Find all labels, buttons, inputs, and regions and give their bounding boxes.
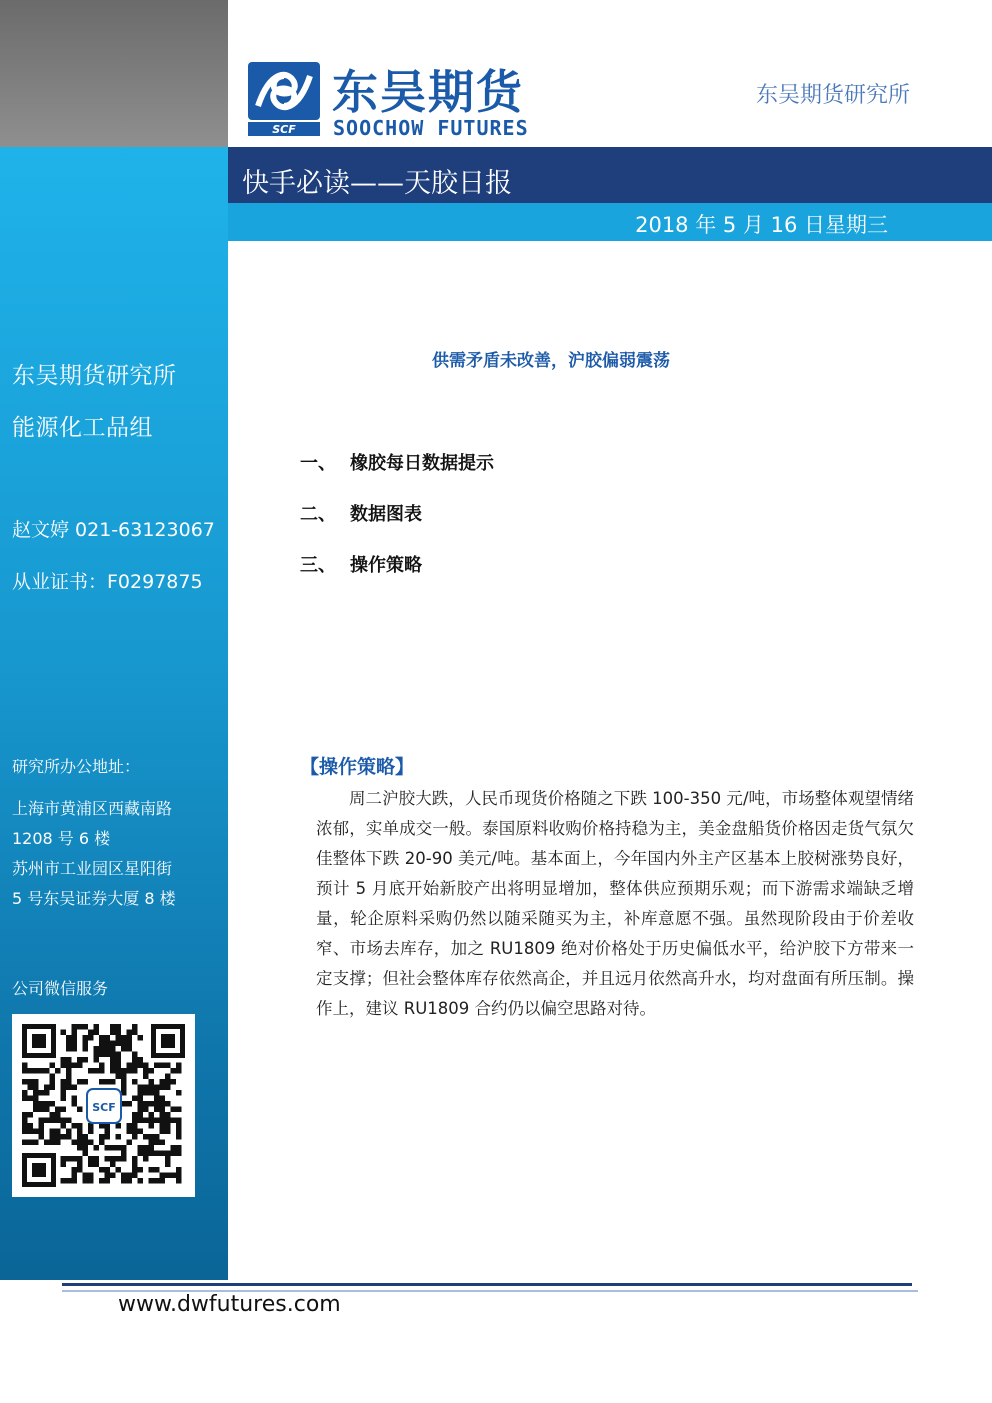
headline: 供需矛盾未改善，沪胶偏弱震荡 (432, 351, 670, 371)
toc-label: 操作策略 (350, 555, 422, 576)
address-line: 1208 号 6 楼 (12, 829, 111, 848)
toc-label: 数据图表 (350, 504, 422, 525)
strategy-paragraph: 周二沪胶大跌，人民币现货价格随之下跌 100-350 元/吨，市场整体观望情绪浓郁，实单成交一般。泰国原料收购价格持稳为主，美金盘船货价格因走货气氛欠佳整体下跌 20-90 美元/吨。基本面上，今年国内外主产区基本上胶树涨势良好，预计 5 月底开始新胶产出将明显增加，整体供应预期乐观；而下游需求端缺乏增量，轮企原料采购仍然以随采随买为主，补库意愿不强。虽然现阶段由于价差收窄、市场去库存，加之 RU1809 绝对价格处于历史偏低水平，给沪胶下方带来一定支撑；但社会整体库存依然高企，并且远月依然高升水，均对盘面有所压制。操作上，建议 RU1809 合约仍以偏空思路对待。 (316, 789, 914, 1018)
institute-name: 东吴期货研究所 (755, 83, 910, 108)
report-date: 2018 年 5 月 16 日星期三 (635, 213, 888, 237)
sidebar (0, 147, 228, 1280)
wechat-label: 公司微信服务 (12, 979, 109, 998)
company-logo-mark (248, 62, 320, 140)
address-line: 苏州市工业园区星阳街 (12, 859, 173, 878)
company-name-cn: 东吴期货 (332, 65, 524, 119)
address-line: 上海市黄浦区西藏南路 (12, 799, 173, 818)
sidebar-top-band (0, 0, 228, 147)
title-bar (228, 147, 992, 203)
toc-number: 一、 (300, 453, 336, 474)
sidebar-license: 从业证书：F0297875 (12, 571, 203, 593)
company-name-en: SOOCHOW FUTURES (333, 116, 529, 140)
toc-item (300, 500, 422, 526)
toc-item (300, 551, 422, 577)
toc-item (300, 449, 494, 475)
sidebar-group: 能源化工品组 (12, 415, 153, 441)
address-line: 5 号东吴证券大厦 8 楼 (12, 889, 176, 908)
toc-number: 二、 (300, 504, 336, 525)
date-bar (228, 203, 992, 241)
address-label: 研究所办公地址： (12, 757, 141, 776)
footer-rule (62, 1283, 912, 1286)
qr-logo-text: SCF (92, 1101, 116, 1114)
sidebar-org: 东吴期货研究所 (12, 363, 177, 389)
strategy-section-title: 【操作策略】 (300, 756, 415, 778)
wechat-qr-code (12, 1014, 195, 1197)
toc-label: 橡胶每日数据提示 (350, 453, 494, 474)
footer-website-link[interactable]: www.dwfutures.com (118, 1292, 341, 1317)
sidebar-analyst: 赵文婷 021-63123067 (12, 519, 215, 541)
report-title: 快手必读——天胶日报 (242, 168, 512, 199)
toc-number: 三、 (300, 555, 336, 576)
logo-mark-text: SCF (272, 123, 296, 136)
